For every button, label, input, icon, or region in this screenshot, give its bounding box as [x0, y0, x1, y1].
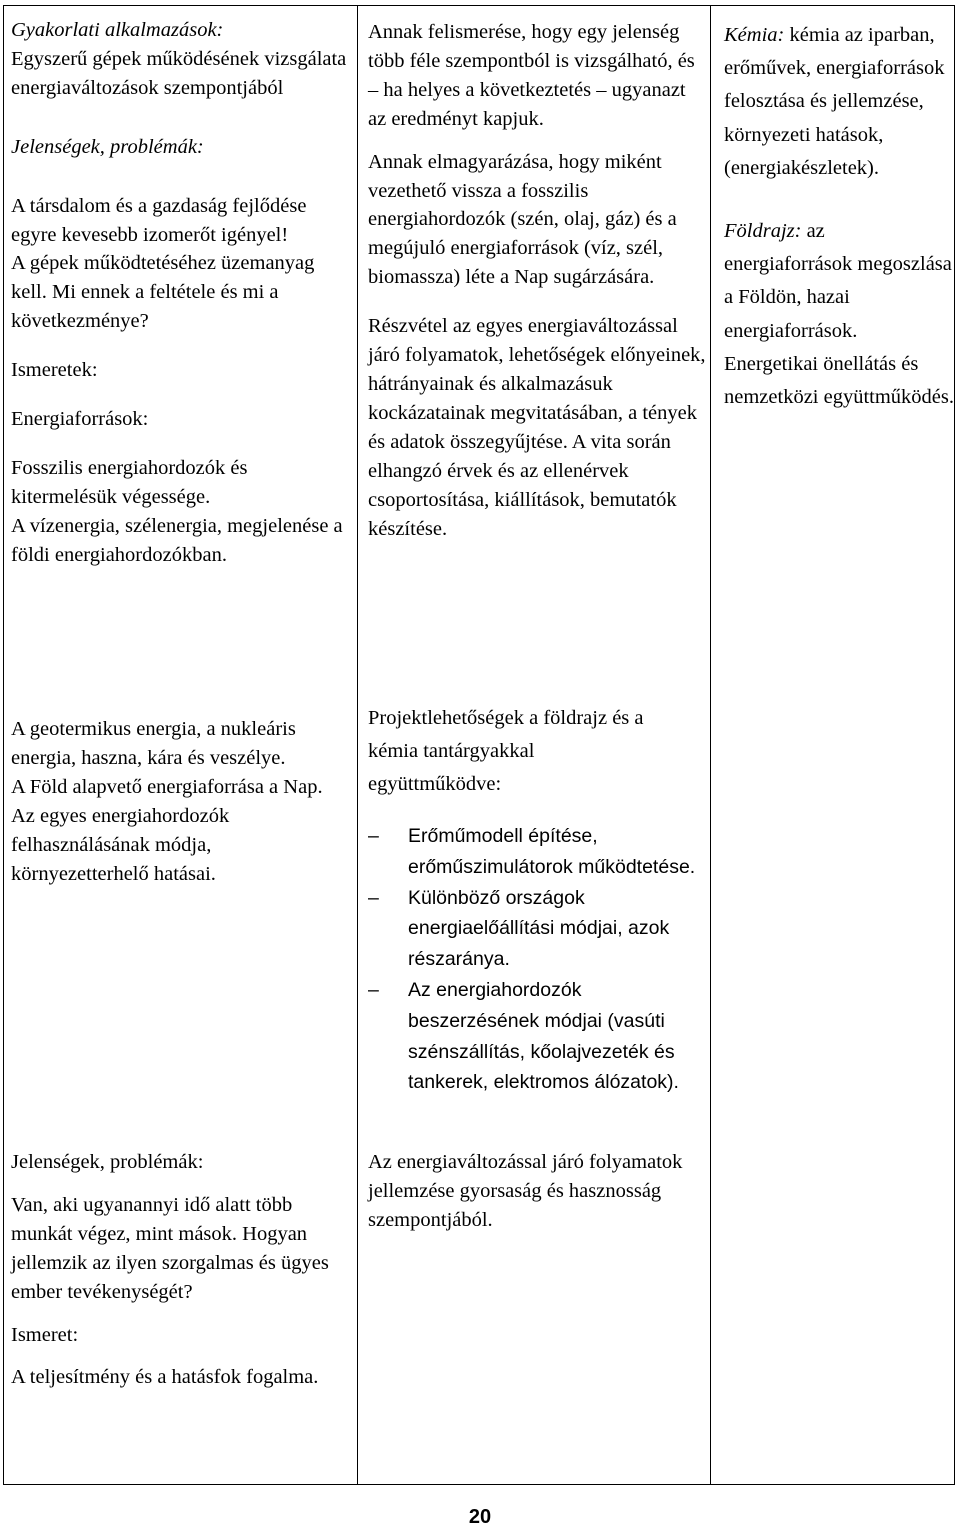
col3-block	[724, 19, 954, 414]
knowledge-label-2: Ismeret:	[11, 1323, 79, 1346]
project-intro-line-3: együttműködve:	[368, 773, 502, 795]
list-item: – Erőműmodell építése, erőműszimulátorok működtetése.	[368, 821, 706, 883]
list-item: – Az energiahordozók beszerzésének módjai (vasúti szénszállítás, kőolajvezeték és tankerek, elektromos álózatok).	[368, 975, 706, 1098]
knowledge-label: Ismeretek:	[11, 359, 98, 382]
power-efficiency-text: A teljesítmény és a hatásfok fogalma.	[11, 1366, 319, 1389]
phenomena-label: Jelenségek, problémák:	[11, 135, 204, 158]
page-number: 20	[468, 1506, 492, 1528]
recognition-text: Annak felismerése, hogy egy jelenség több féle szempontból is vizsgálható, és – ha helyes a következtetés – ugyanazt az eredményt kapjuk.	[368, 21, 695, 130]
project-intro-line-1: Projektlehetőségek a földrajz és a	[368, 707, 644, 729]
geography-label: Földrajz:	[724, 220, 802, 243]
col2-middle-block	[368, 702, 706, 1098]
usage-text: Az egyes energiahordozók felhasználásának módja, környezetterhelő hatásai.	[11, 804, 230, 885]
col1-middle-block	[11, 715, 351, 888]
list-item: – Különböző országok energiaelőállítási módjai, azok részaránya.	[368, 883, 706, 975]
geography-text: az energiaforrások megoszlása a Földön, hazai energiaforrások.	[724, 220, 952, 342]
col2-bottom-block	[368, 1148, 706, 1235]
geography-text-2: Energetikai önellátás és nemzetközi együttműködés.	[724, 352, 954, 409]
explanation-text: Annak elmagyarázása, hogy miként vezethető vissza a fosszilis energiahordozók (szén, olaj, gáz) és a megújuló energiaforrások (víz, szél, biomassza) léte a Nap sugárzására.	[368, 150, 677, 289]
chemistry-text: kémia az iparban, erőművek, energiaforrások felosztása és jellemzése, környezeti hatások, (energiakészletek).	[724, 24, 945, 179]
chemistry-connection	[724, 19, 954, 185]
participation-text: Részvétel az egyes energiaváltozással járó folyamatok, lehetőségek előnyeinek, hátrányainak és alkalmazásuk kockázatainak megvitatásában, a tények és adatok összegyűjtése. A vita során elhangzó érvek és az ellenérvek csoportosítása, kiállítások, bemutatók készítése.	[368, 315, 706, 540]
phenomena-text-2: A gépek működtetéséhez üzemanyag kell. Mi ennek a feltétele és mi a következménye?	[11, 252, 315, 333]
column-divider-2	[710, 6, 711, 1484]
fossil-text: Fosszilis energiahordozók és kitermelésük végessége.	[11, 456, 248, 508]
phenomena-label-2: Jelenségek, problémák:	[11, 1151, 204, 1173]
col1-top-block	[11, 16, 351, 570]
sun-text: A Föld alapvető energiaforrása a Nap.	[11, 775, 323, 798]
phenomena-text-1: A társdalom és a gazdaság fejlődése egyre kevesebb izomerőt igényel!	[11, 194, 307, 246]
characterization-text: Az energiaváltozással járó folyamatok jellemzése gyorsaság és hasznosság szempontjából.	[368, 1151, 683, 1231]
col2-top-block	[368, 18, 706, 543]
column-divider-1	[357, 6, 358, 1484]
geography-connection	[724, 215, 954, 348]
energy-sources-label: Energiaforrások:	[11, 408, 149, 431]
water-wind-text: A vízenergia, szélenergia, megjelenése a földi energiahordozókban.	[11, 514, 343, 566]
applications-text: Egyszerű gépek működésének vizsgálata energiaváltozások szempontjából	[11, 47, 347, 99]
geothermal-text: A geotermikus energia, a nukleáris energia, haszna, kára és veszélye.	[11, 718, 296, 769]
project-list	[368, 821, 706, 1098]
project-intro-line-2: kémia tantárgyakkal	[368, 740, 535, 762]
col1-bottom-block	[11, 1148, 351, 1392]
applications-heading: Gyakorlati alkalmazások:	[11, 19, 224, 41]
work-question-text: Van, aki ugyanannyi idő alatt több munkát végez, mint mások. Hogyan jellemzik az ilyen szorgalmas és ügyes ember tevékenységét?	[11, 1193, 329, 1303]
chemistry-label: Kémia:	[724, 24, 785, 46]
